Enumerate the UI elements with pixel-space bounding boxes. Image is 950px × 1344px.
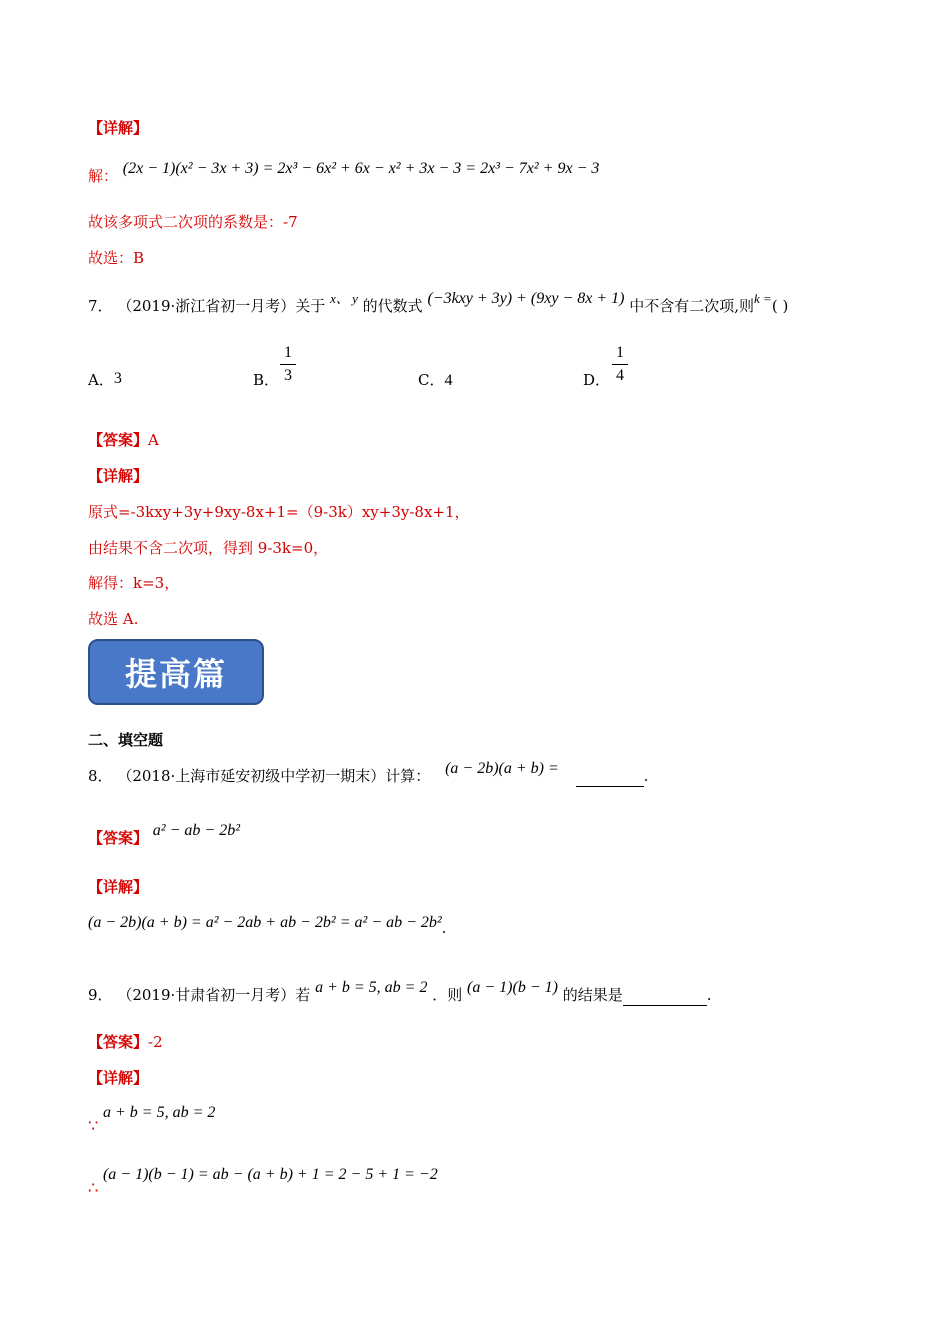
q9-source: （2019·甘肃省初一月考） bbox=[117, 986, 296, 1004]
q9-answer bbox=[88, 1032, 163, 1052]
q9-because-expression: a + b = 5, ab = 2 bbox=[102, 1104, 216, 1121]
q7-option-a-letter: A． bbox=[88, 371, 114, 389]
q7-text-c: 中不含有二次项,则 bbox=[629, 297, 755, 315]
q8-stem bbox=[88, 760, 649, 787]
therefore-symbol: ∴ bbox=[88, 1178, 99, 1197]
q7-option-b-numerator: 1 bbox=[284, 344, 292, 361]
q7-variables: x、 y bbox=[330, 291, 358, 306]
q6-coefficient-line: 故该多项式二次项的系数是：-7 bbox=[88, 213, 298, 231]
q9-stem bbox=[88, 979, 712, 1006]
q9-condition: a + b = 5, ab = 2 bbox=[315, 979, 428, 996]
q9-text-a: 若 bbox=[295, 986, 311, 1004]
fraction-bar bbox=[280, 364, 296, 365]
detail-label: 【详解】 bbox=[88, 467, 149, 485]
answer-label: 【答案】 bbox=[88, 1033, 149, 1051]
q7-option-a-value: 3 bbox=[113, 370, 122, 387]
q7-option-b-fraction bbox=[280, 344, 296, 385]
because-symbol: ∵ bbox=[88, 1116, 99, 1135]
q9-therefore-expression: (a − 1)(b − 1) = ab − (a + b) + 1 = 2 − 5 + 1 = −2 bbox=[102, 1166, 438, 1183]
q8-detail-end: . bbox=[441, 919, 447, 937]
q7-option-d-numerator: 1 bbox=[616, 344, 624, 361]
q7-number: 7． bbox=[88, 297, 113, 315]
q7-answer bbox=[88, 430, 159, 450]
q7-expression: (−3kxy + 3y) + (9xy − 8x + 1) bbox=[427, 290, 625, 307]
q7-k-equals: k = bbox=[754, 291, 772, 306]
answer-label: 【答案】 bbox=[88, 431, 149, 449]
fraction-bar bbox=[612, 364, 628, 365]
q9-period: . bbox=[706, 986, 712, 1004]
detail-label: 【详解】 bbox=[88, 1069, 149, 1087]
q8-source: （2018·上海市延安初级中学初一期末） bbox=[117, 767, 386, 785]
q7-text-b: 的代数式 bbox=[362, 297, 423, 315]
section-banner-title: 提高篇 bbox=[124, 655, 227, 693]
q7-detail-line-1: 原式=-3kxy+3y+9xy-8x+1=（9-3k）xy+3y-8x+1， bbox=[88, 503, 470, 521]
q7-option-d-letter: D． bbox=[583, 371, 611, 389]
section-banner bbox=[88, 639, 264, 705]
q7-source: （2019·浙江省初一月考） bbox=[117, 297, 296, 315]
q6-solution-prefix: 解： bbox=[88, 167, 119, 185]
q8-detail bbox=[88, 912, 447, 937]
answer-label: 【答案】 bbox=[88, 829, 149, 847]
q9-answer-blank bbox=[623, 989, 707, 1006]
q7-option-c-value: 4 bbox=[444, 372, 453, 389]
q8-answer bbox=[88, 822, 240, 849]
q7-option-b-letter: B． bbox=[253, 371, 280, 389]
q9-answer-value: -2 bbox=[148, 1033, 163, 1051]
q7-option-c bbox=[418, 369, 452, 390]
q6-choice-line: 故选：B bbox=[88, 249, 145, 267]
q7-option-d-fraction bbox=[612, 344, 628, 385]
q7-option-c-letter: C． bbox=[418, 371, 445, 389]
q7-answer-value: A bbox=[148, 431, 159, 449]
q7-text-a: 关于 bbox=[295, 297, 326, 315]
q8-text: 计算： bbox=[385, 767, 431, 785]
q7-detail-line-3: 解得：k=3， bbox=[88, 574, 180, 592]
q7-option-b-denominator: 3 bbox=[284, 367, 292, 384]
q9-therefore bbox=[88, 1164, 438, 1197]
q7-paren: ( ) bbox=[771, 297, 789, 315]
detail-label: 【详解】 bbox=[88, 878, 149, 896]
q9-text-c: 的结果是 bbox=[562, 986, 623, 1004]
q6-solution bbox=[88, 158, 600, 185]
q7-detail-line-2: 由结果不含二次项，得到 9-3k=0， bbox=[88, 539, 329, 557]
q6-solution-expression: (2x − 1)(x² − 3x + 3) = 2x³ − 6x² + 6x − x² + 3x − 3 = 2x³ − 7x² + 9x − 3 bbox=[122, 160, 600, 177]
q8-detail-expression: (a − 2b)(a + b) = a² − 2ab + ab − 2b² = a² − ab − 2b² bbox=[88, 914, 442, 931]
q7-option-b bbox=[253, 369, 279, 390]
q7-detail-line-4: 故选 A. bbox=[88, 610, 139, 628]
q7-stem bbox=[88, 290, 789, 317]
q9-text-b: ．则 bbox=[432, 986, 463, 1004]
q9-number: 9． bbox=[88, 986, 113, 1004]
section-heading: 二、填空题 bbox=[88, 731, 164, 749]
q8-answer-expression: a² − ab − 2b² bbox=[152, 822, 240, 839]
q8-expression: (a − 2b)(a + b) = bbox=[445, 760, 559, 777]
q9-because bbox=[88, 1102, 216, 1135]
q8-answer-blank bbox=[576, 770, 644, 787]
q7-option-d bbox=[583, 369, 610, 390]
q7-option-a bbox=[88, 369, 122, 390]
q8-period: . bbox=[643, 767, 649, 785]
detail-label: 【详解】 bbox=[88, 119, 149, 137]
q9-expression: (a − 1)(b − 1) bbox=[467, 979, 558, 996]
q8-number: 8． bbox=[88, 767, 113, 785]
q7-option-d-denominator: 4 bbox=[616, 367, 624, 384]
